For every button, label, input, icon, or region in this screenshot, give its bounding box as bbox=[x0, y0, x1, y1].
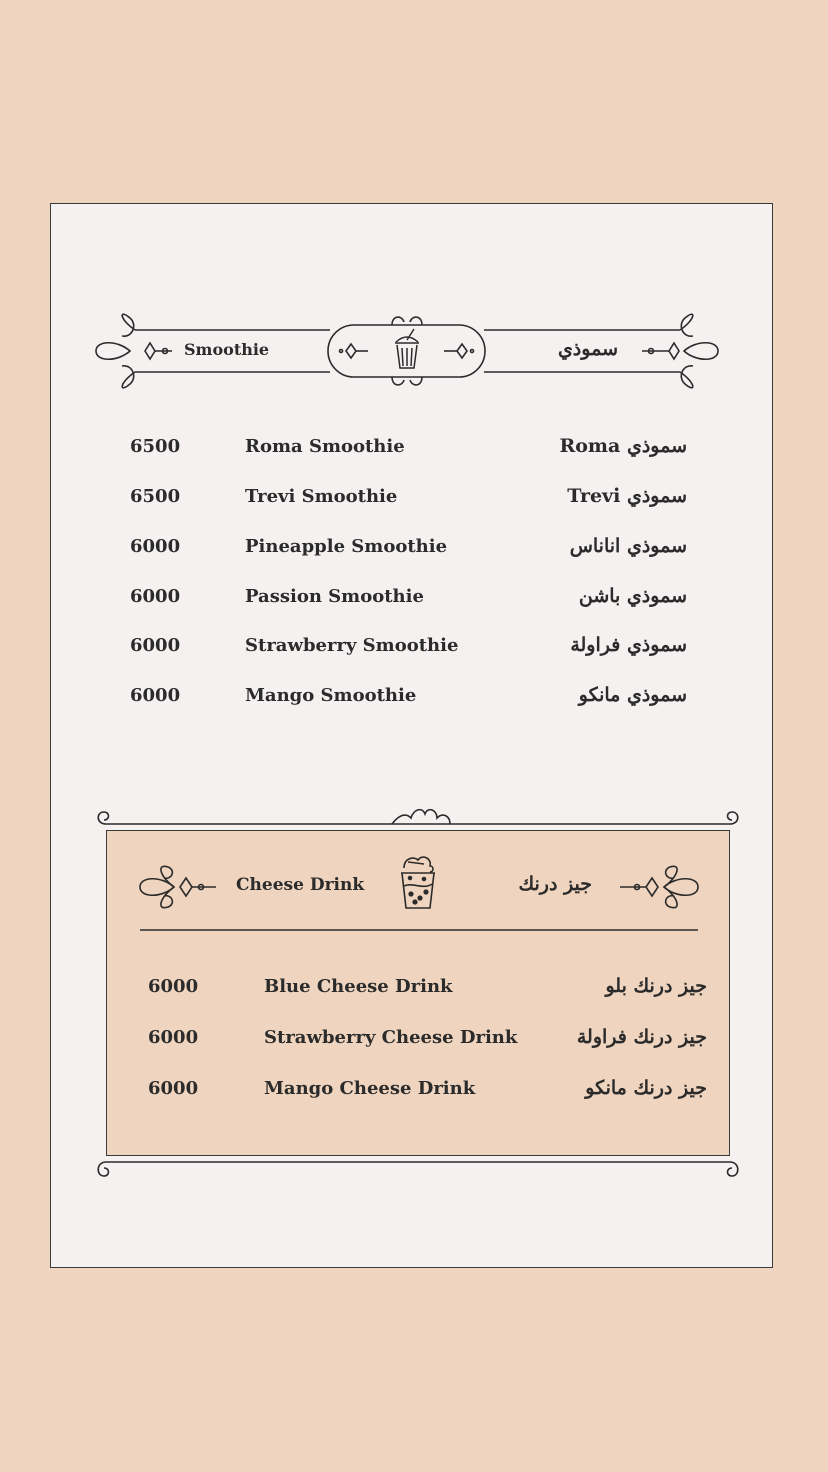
item-name-ar: سموذي فراولة bbox=[570, 634, 687, 656]
item-name: Strawberry Smoothie bbox=[245, 635, 459, 656]
item-name: Roma Smoothie bbox=[245, 436, 405, 457]
item-name: Passion Smoothie bbox=[245, 586, 424, 607]
item-price: 6000 bbox=[130, 635, 181, 656]
cheese-section-title-ar: جيز درنك bbox=[518, 873, 592, 895]
item-name-ar: جيز درنك مانكو bbox=[585, 1077, 707, 1099]
smoothie-section-title-ar: سموذي bbox=[557, 338, 618, 360]
item-price: 6000 bbox=[130, 586, 181, 607]
item-price: 6500 bbox=[130, 436, 181, 457]
item-name: Trevi Smoothie bbox=[245, 486, 398, 507]
item-name-ar: جيز درنك بلو bbox=[605, 975, 707, 997]
item-name: Strawberry Cheese Drink bbox=[264, 1027, 518, 1048]
menu-item bbox=[0, 1027, 828, 1067]
item-name: Blue Cheese Drink bbox=[264, 976, 453, 997]
menu-item bbox=[0, 1078, 828, 1118]
item-price: 6000 bbox=[148, 1078, 199, 1099]
item-name-ar: سموذي Trevi bbox=[567, 485, 687, 507]
smoothie-section-title: Smoothie bbox=[184, 340, 270, 359]
cheese-section-title: Cheese Drink bbox=[236, 875, 365, 895]
cheese-drink-cup-icon bbox=[398, 854, 438, 912]
item-price: 6000 bbox=[148, 1027, 199, 1048]
item-name-ar: سموذي مانكو bbox=[578, 684, 687, 706]
item-price: 6000 bbox=[130, 685, 181, 706]
item-name: Mango Cheese Drink bbox=[264, 1078, 476, 1099]
item-name-ar: سموذي Roma bbox=[559, 435, 687, 457]
item-price: 6000 bbox=[148, 976, 199, 997]
menu-item bbox=[0, 976, 828, 1016]
item-name: Mango Smoothie bbox=[245, 685, 417, 706]
item-name: Pineapple Smoothie bbox=[245, 536, 448, 557]
item-name-ar: جيز درنك فراولة bbox=[576, 1026, 707, 1048]
item-price: 6500 bbox=[130, 486, 181, 507]
item-price: 6000 bbox=[130, 536, 181, 557]
item-name-ar: سموذي باشن bbox=[578, 585, 687, 607]
item-name-ar: سموذي اناناس bbox=[569, 535, 687, 557]
